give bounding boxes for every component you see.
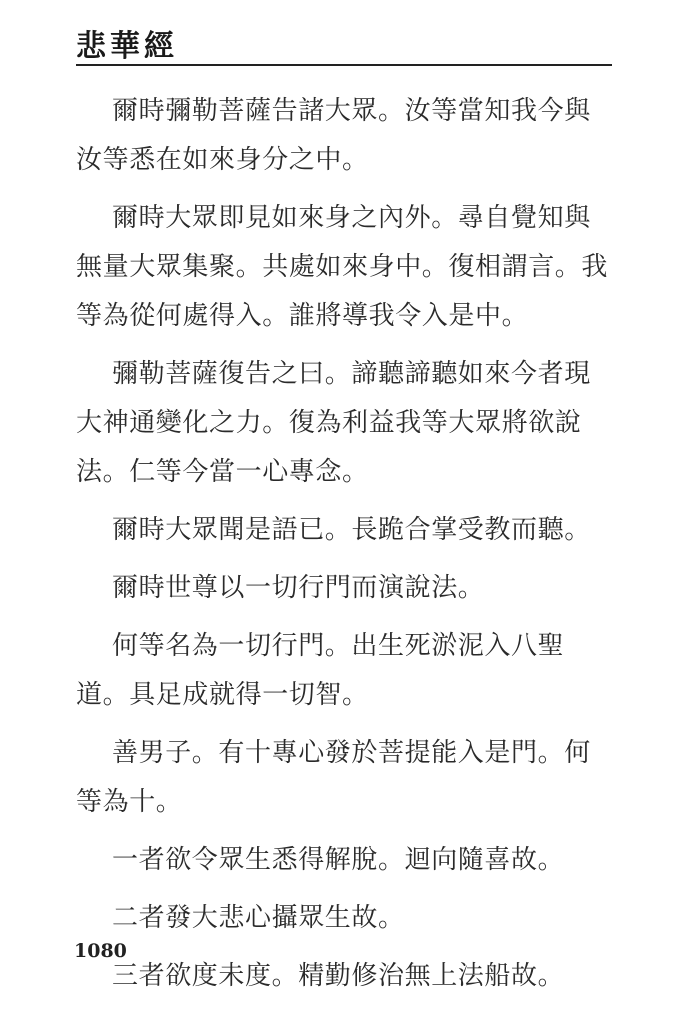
book-title: 悲華經 bbox=[76, 29, 178, 64]
paragraph: 二者發大悲心攝眾生故。 bbox=[112, 903, 405, 933]
running-header bbox=[76, 22, 612, 66]
paragraph: 何等名為一切行門。出生死淤泥入八聖道。具足成就得一切智。 bbox=[76, 631, 565, 710]
paragraph: 彌勒菩薩復告之曰。諦聽諦聽如來今者現大神通變化之力。復為利益我等大眾將欲說法。仁等今當一心專念。 bbox=[76, 359, 591, 487]
paragraph: 善男子。有十專心發於菩提能入是門。何等為十。 bbox=[76, 738, 591, 817]
header-divider bbox=[76, 64, 612, 66]
page-body bbox=[76, 87, 612, 1010]
page-number: 1080 bbox=[74, 940, 127, 962]
paragraph: 爾時世尊以一切行門而演說法。 bbox=[112, 573, 485, 603]
paragraph: 爾時大眾聞是語已。長跪合掌受教而聽。 bbox=[112, 515, 591, 545]
paragraph: 三者欲度未度。精勤修治無上法船故。 bbox=[112, 961, 565, 991]
paragraph: 爾時大眾即見如來身之內外。尋自覺知與無量大眾集聚。共處如來身中。復相謂言。我等為從何處得入。誰將導我令入是中。 bbox=[76, 203, 609, 331]
paragraph: 爾時彌勒菩薩告諸大眾。汝等當知我今與汝等悉在如來身分之中。 bbox=[76, 96, 591, 175]
paragraph: 一者欲令眾生悉得解脫。迴向隨喜故。 bbox=[112, 845, 565, 875]
